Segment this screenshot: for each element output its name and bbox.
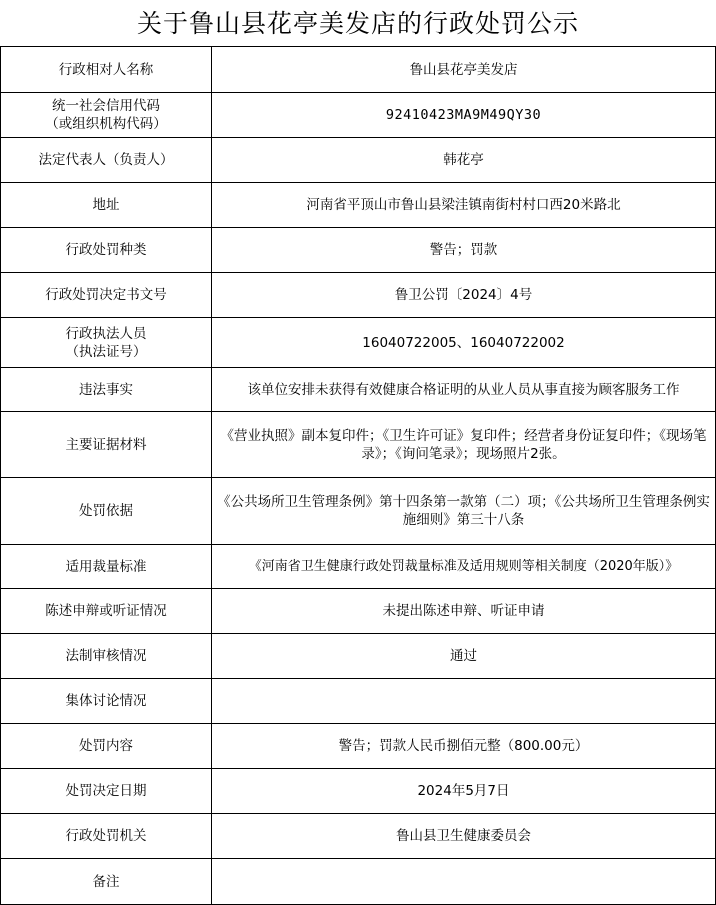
row-label-penalty-content: 处罚内容 [1, 724, 212, 769]
row-label-hearing: 陈述申辩或听证情况 [1, 589, 212, 634]
row-value-collective-discussion [212, 679, 716, 724]
row-label-evidence: 主要证据材料 [1, 412, 212, 478]
page-title: 关于鲁山县花亭美发店的行政处罚公示 [136, 9, 579, 38]
table-row [1, 769, 716, 814]
row-value-decision-date: 2024年5月7日 [212, 769, 716, 814]
table-row [1, 47, 716, 93]
table-row [1, 589, 716, 634]
row-label-decision-date: 处罚决定日期 [1, 769, 212, 814]
row-value-legal-rep: 韩花亭 [212, 138, 716, 183]
penalty-table [0, 46, 716, 905]
table-row [1, 318, 716, 368]
row-label-discretion-standard: 适用裁量标准 [1, 545, 212, 589]
row-value-violation-facts: 该单位安排未获得有效健康合格证明的从业人员从事直接为顾客服务工作 [212, 368, 716, 412]
row-label-credit-code: 统一社会信用代码 （或组织机构代码） [1, 93, 212, 138]
row-value-evidence: 《营业执照》副本复印件；《卫生许可证》复印件；经营者身份证复印件；《现场笔录》；《询问笔录》；现场照片2张。 [212, 412, 716, 478]
row-label-remarks: 备注 [1, 859, 212, 905]
table-row [1, 412, 716, 478]
row-label-legal-rep: 法定代表人（负责人） [1, 138, 212, 183]
table-row [1, 634, 716, 679]
table-row [1, 93, 716, 138]
row-value-penalty-type: 警告；罚款 [212, 228, 716, 273]
row-value-penalty-authority: 鲁山县卫生健康委员会 [212, 814, 716, 859]
table-row [1, 679, 716, 724]
row-value-enforcement-officers: 16040722005、16040722002 [212, 318, 716, 368]
row-value-hearing: 未提出陈述申辩、听证申请 [212, 589, 716, 634]
table-row [1, 138, 716, 183]
row-value-decision-number: 鲁卫公罚〔2024〕4号 [212, 273, 716, 318]
row-value-party-name: 鲁山县花亭美发店 [212, 47, 716, 93]
table-row [1, 368, 716, 412]
row-value-legal-basis: 《公共场所卫生管理条例》第十四条第一款第（二）项；《公共场所卫生管理条例实施细则》第三十八条 [212, 478, 716, 545]
row-label-address: 地址 [1, 183, 212, 228]
row-value-legal-review: 通过 [212, 634, 716, 679]
table-row [1, 814, 716, 859]
table-row [1, 183, 716, 228]
row-value-penalty-content: 警告；罚款人民币捌佰元整（800.00元） [212, 724, 716, 769]
table-row [1, 273, 716, 318]
row-label-penalty-type: 行政处罚种类 [1, 228, 212, 273]
row-value-discretion-standard: 《河南省卫生健康行政处罚裁量标准及适用规则等相关制度（2020年版）》 [212, 545, 716, 589]
row-label-enforcement-officers: 行政执法人员 （执法证号） [1, 318, 212, 368]
row-value-address: 河南省平顶山市鲁山县梁洼镇南街村村口西20米路北 [212, 183, 716, 228]
row-label-legal-review: 法制审核情况 [1, 634, 212, 679]
table-row [1, 545, 716, 589]
row-label-legal-basis: 处罚依据 [1, 478, 212, 545]
row-label-violation-facts: 违法事实 [1, 368, 212, 412]
table-row [1, 859, 716, 905]
table-row [1, 478, 716, 545]
table-row [1, 724, 716, 769]
row-label-decision-number: 行政处罚决定书文号 [1, 273, 212, 318]
row-value-remarks [212, 859, 716, 905]
row-label-penalty-authority: 行政处罚机关 [1, 814, 212, 859]
row-label-collective-discussion: 集体讨论情况 [1, 679, 212, 724]
row-label-party-name: 行政相对人名称 [1, 47, 212, 93]
row-value-credit-code: 92410423MA9M49QY30 [212, 93, 716, 138]
table-row [1, 228, 716, 273]
